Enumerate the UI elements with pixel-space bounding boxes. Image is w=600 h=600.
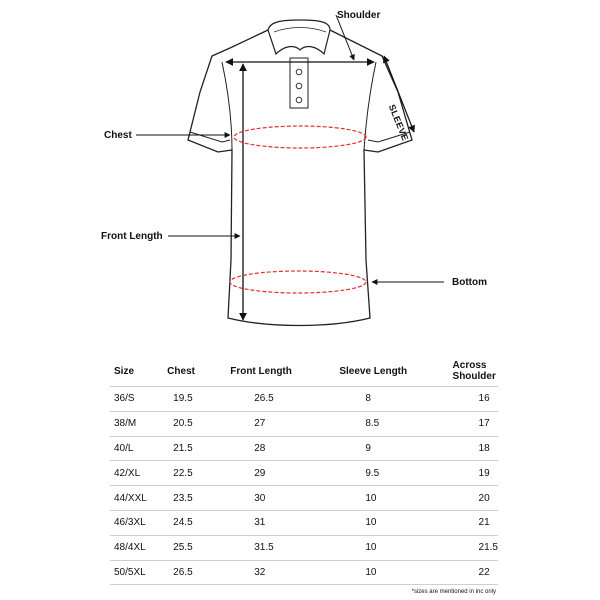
cell-size: 46/3XL [110,510,161,535]
cell-across-shoulder: 21 [445,510,498,535]
table-row [110,510,498,535]
size-chart-table [110,356,498,585]
cell-sleeve-length: 10 [329,560,444,585]
cell-chest: 20.5 [161,411,220,436]
cell-front-length: 31.5 [220,535,329,560]
cell-front-length: 29 [220,461,329,486]
cell-sleeve-length: 9.5 [329,461,444,486]
header-across-shoulder: Across Shoulder [445,356,498,387]
button-1 [296,69,302,75]
cell-size: 40/L [110,436,161,461]
header-chest: Chest [161,356,220,387]
collar [268,20,330,54]
header-size: Size [110,356,161,387]
button-2 [296,83,302,89]
cell-size: 50/5XL [110,560,161,585]
cell-size: 48/4XL [110,535,161,560]
bottom-label: Bottom [452,277,487,288]
cell-chest: 19.5 [161,387,220,412]
cell-chest: 21.5 [161,436,220,461]
cell-sleeve-length: 9 [329,436,444,461]
chest-measure-ellipse [234,126,366,148]
cell-front-length: 27 [220,411,329,436]
cell-sleeve-length: 10 [329,486,444,511]
cell-size: 42/XL [110,461,161,486]
header-sleeve-length: Sleeve Length [329,356,444,387]
cell-front-length: 26.5 [220,387,329,412]
table-row [110,486,498,511]
cell-across-shoulder: 18 [445,436,498,461]
cell-size: 38/M [110,411,161,436]
cell-front-length: 32 [220,560,329,585]
cell-chest: 22.5 [161,461,220,486]
cell-sleeve-length: 8.5 [329,411,444,436]
cell-front-length: 30 [220,486,329,511]
cell-sleeve-length: 10 [329,535,444,560]
table-header-row [110,356,498,387]
front-length-label: Front Length [101,231,163,242]
table-row [110,560,498,585]
shoulder-pointer [336,15,354,60]
cell-across-shoulder: 19 [445,461,498,486]
cell-chest: 23.5 [161,486,220,511]
cell-across-shoulder: 17 [445,411,498,436]
cell-size: 36/S [110,387,161,412]
cell-across-shoulder: 22 [445,560,498,585]
cell-front-length: 31 [220,510,329,535]
cell-size: 44/XXL [110,486,161,511]
sleeve-label: SLEEVE [386,103,411,143]
left-cuff [190,132,230,142]
table-row [110,461,498,486]
cell-across-shoulder: 16 [445,387,498,412]
bottom-measure-ellipse [230,271,366,293]
button-3 [296,97,302,103]
cell-chest: 26.5 [161,560,220,585]
shoulder-label: Shoulder [337,10,381,21]
header-front-length: Front Length [220,356,329,387]
cell-sleeve-length: 8 [329,387,444,412]
footnote: *sizes are mentioned in inc only [411,589,496,595]
cell-chest: 24.5 [161,510,220,535]
cell-across-shoulder: 20 [445,486,498,511]
table-row [110,436,498,461]
left-armhole [222,62,232,150]
chest-label: Chest [104,130,132,141]
table-row [110,535,498,560]
table-row [110,411,498,436]
cell-sleeve-length: 10 [329,510,444,535]
cell-across-shoulder: 21.5 [445,535,498,560]
cell-chest: 25.5 [161,535,220,560]
table-row [110,387,498,412]
cell-front-length: 28 [220,436,329,461]
